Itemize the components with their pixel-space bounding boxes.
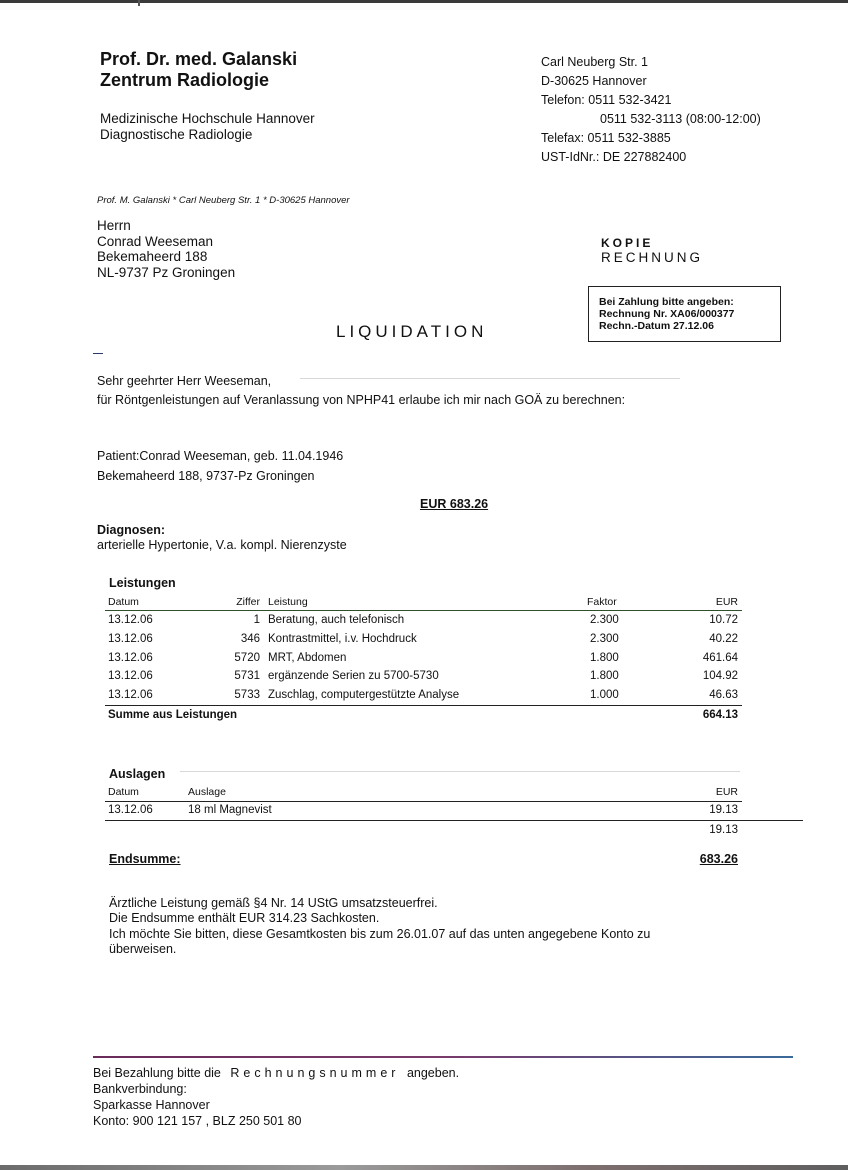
footer-payment-note bbox=[93, 1066, 459, 1080]
row-service: MRT, Abdomen bbox=[268, 652, 347, 664]
expenses-sum-value: 19.13 bbox=[709, 824, 738, 836]
invoice-total-top: EUR 683.26 bbox=[420, 497, 489, 511]
header-code: Ziffer bbox=[236, 596, 260, 608]
row-code: 5731 bbox=[234, 670, 260, 682]
row-code: 5720 bbox=[234, 652, 260, 664]
row-service: Zuschlag, computergestützte Analyse bbox=[268, 689, 460, 701]
expenses-header-rule bbox=[105, 801, 742, 802]
scan-mark bbox=[138, 0, 140, 6]
invoice-date: Rechn.-Datum 27.12.06 bbox=[599, 320, 714, 332]
payment-request: Ich möchte Sie bitten, diese Gesamtkosten bis zum 26.01.07 auf das unten angegebene Konto zu bbox=[109, 927, 651, 941]
expenses-sum-rule bbox=[105, 820, 803, 821]
row-amount: 104.92 bbox=[702, 670, 738, 682]
department-name: Diagnostische Radiologie bbox=[100, 127, 253, 142]
footer-pay-keyword: Rechnungsnummer bbox=[230, 1066, 400, 1080]
footer-rule bbox=[93, 1056, 793, 1058]
center-name: Zentrum Radiologie bbox=[100, 70, 270, 90]
patient-info: Patient:Conrad Weeseman, geb. 11.04.1946 bbox=[97, 449, 344, 463]
payment-request-cont: überweisen. bbox=[109, 942, 177, 956]
diagnoses-label: Diagnosen: bbox=[97, 523, 166, 537]
services-sum-value: 664.13 bbox=[702, 709, 738, 721]
services-sum-rule bbox=[105, 705, 742, 706]
contact-phone: Telefon: 0511 532-3421 bbox=[541, 93, 672, 107]
recipient-street: Bekemaheerd 188 bbox=[97, 249, 208, 264]
contact-city: D-30625 Hannover bbox=[541, 74, 647, 88]
contact-vat-id: UST-IdNr.: DE 227882400 bbox=[541, 150, 687, 164]
services-header-rule bbox=[105, 610, 742, 611]
invoice-stamp: RECHNUNG bbox=[601, 250, 704, 265]
institution-name: Medizinische Hochschule Hannover bbox=[100, 111, 315, 126]
services-title: Leistungen bbox=[109, 576, 176, 590]
contact-fax: Telefax: 0511 532-3885 bbox=[541, 131, 671, 145]
contact-street: Carl Neuberg Str. 1 bbox=[541, 55, 648, 69]
payment-reference-label: Bei Zahlung bitte angeben: bbox=[599, 296, 734, 308]
row-factor: 1.800 bbox=[590, 652, 619, 664]
table-row bbox=[0, 614, 848, 632]
row-factor: 2.300 bbox=[590, 633, 619, 645]
row-amount: 19.13 bbox=[709, 804, 738, 816]
row-code: 346 bbox=[240, 633, 260, 645]
grand-total-value: 683.26 bbox=[699, 852, 738, 866]
expenses-sum-row bbox=[0, 824, 848, 842]
row-factor: 1.000 bbox=[590, 689, 619, 701]
header-amount: EUR bbox=[715, 596, 738, 608]
row-date: 13.12.06 bbox=[108, 614, 153, 626]
row-service: Kontrastmittel, i.v. Hochdruck bbox=[268, 633, 417, 645]
row-factor: 2.300 bbox=[590, 614, 619, 626]
row-amount: 461.64 bbox=[702, 652, 738, 664]
footer-pay-suffix: angeben. bbox=[406, 1066, 460, 1080]
bank-label: Bankverbindung: bbox=[93, 1082, 187, 1096]
services-sum-label: Summe aus Leistungen bbox=[108, 709, 238, 721]
row-amount: 40.22 bbox=[709, 633, 738, 645]
header-date: Datum bbox=[108, 596, 139, 608]
material-costs-note: Die Endsumme enthält EUR 314.23 Sachkosten. bbox=[109, 911, 380, 925]
row-date: 13.12.06 bbox=[108, 652, 153, 664]
header-factor: Faktor bbox=[587, 596, 617, 608]
row-factor: 1.800 bbox=[590, 670, 619, 682]
letter-intro: für Röntgenleistungen auf Veranlassung von NPHP41 erlaube ich mir nach GOÄ zu berechnen: bbox=[97, 393, 626, 407]
row-code: 1 bbox=[253, 614, 260, 626]
sender-line: Prof. M. Galanski * Carl Neuberg Str. 1 * D-30625 Hannover bbox=[97, 195, 350, 206]
bank-account: Konto: 900 121 157 , BLZ 250 501 80 bbox=[93, 1114, 302, 1128]
scan-shading bbox=[300, 378, 680, 379]
expenses-title: Auslagen bbox=[109, 767, 166, 781]
row-amount: 46.63 bbox=[709, 689, 738, 701]
document-title: LIQUIDATION bbox=[336, 322, 488, 341]
scan-shading bbox=[180, 771, 740, 772]
expenses-header-amount: EUR bbox=[715, 786, 738, 798]
bank-name: Sparkasse Hannover bbox=[93, 1098, 210, 1112]
recipient-name: Conrad Weeseman bbox=[97, 234, 214, 249]
payment-reference-box bbox=[588, 286, 781, 342]
diagnoses-text: arterielle Hypertonie, V.a. kompl. Nierenzyste bbox=[97, 538, 347, 552]
row-date: 13.12.06 bbox=[108, 633, 153, 645]
row-date: 13.12.06 bbox=[108, 689, 153, 701]
row-service: Beratung, auch telefonisch bbox=[268, 614, 405, 626]
table-row bbox=[0, 670, 848, 688]
expenses-header-date: Datum bbox=[108, 786, 139, 798]
table-row bbox=[0, 633, 848, 651]
contact-phone-secondary: 0511 532-3113 (08:00-12:00) bbox=[600, 112, 761, 126]
scan-edge-top bbox=[0, 0, 848, 3]
row-amount: 10.72 bbox=[709, 614, 738, 626]
letter-greeting: Sehr geehrter Herr Weeseman, bbox=[97, 374, 272, 388]
doctor-name: Prof. Dr. med. Galanski bbox=[100, 49, 298, 69]
header-service: Leistung bbox=[268, 596, 308, 608]
tax-note: Ärztliche Leistung gemäß §4 Nr. 14 UStG umsatzsteuerfrei. bbox=[109, 896, 438, 910]
row-item: 18 ml Magnevist bbox=[188, 804, 272, 816]
table-row bbox=[0, 652, 848, 670]
invoice-number: Rechnung Nr. XA06/000377 bbox=[599, 308, 735, 320]
services-sum-row bbox=[0, 709, 848, 727]
row-date: 13.12.06 bbox=[108, 804, 153, 816]
fold-mark bbox=[93, 353, 103, 354]
grand-total-label: Endsumme: bbox=[109, 852, 181, 866]
row-service: ergänzende Serien zu 5700-5730 bbox=[268, 670, 439, 682]
patient-address: Bekemaheerd 188, 9737-Pz Groningen bbox=[97, 469, 315, 483]
recipient-salutation: Herrn bbox=[97, 218, 131, 233]
expenses-header-item: Auslage bbox=[188, 786, 226, 798]
scan-edge-bottom bbox=[0, 1165, 848, 1170]
footer-pay-prefix: Bei Bezahlung bitte die bbox=[93, 1066, 221, 1080]
recipient-city: NL-9737 Pz Groningen bbox=[97, 265, 236, 280]
row-date: 13.12.06 bbox=[108, 670, 153, 682]
services-header-row bbox=[0, 596, 848, 614]
copy-stamp: KOPIE bbox=[601, 236, 654, 250]
row-code: 5733 bbox=[234, 689, 260, 701]
